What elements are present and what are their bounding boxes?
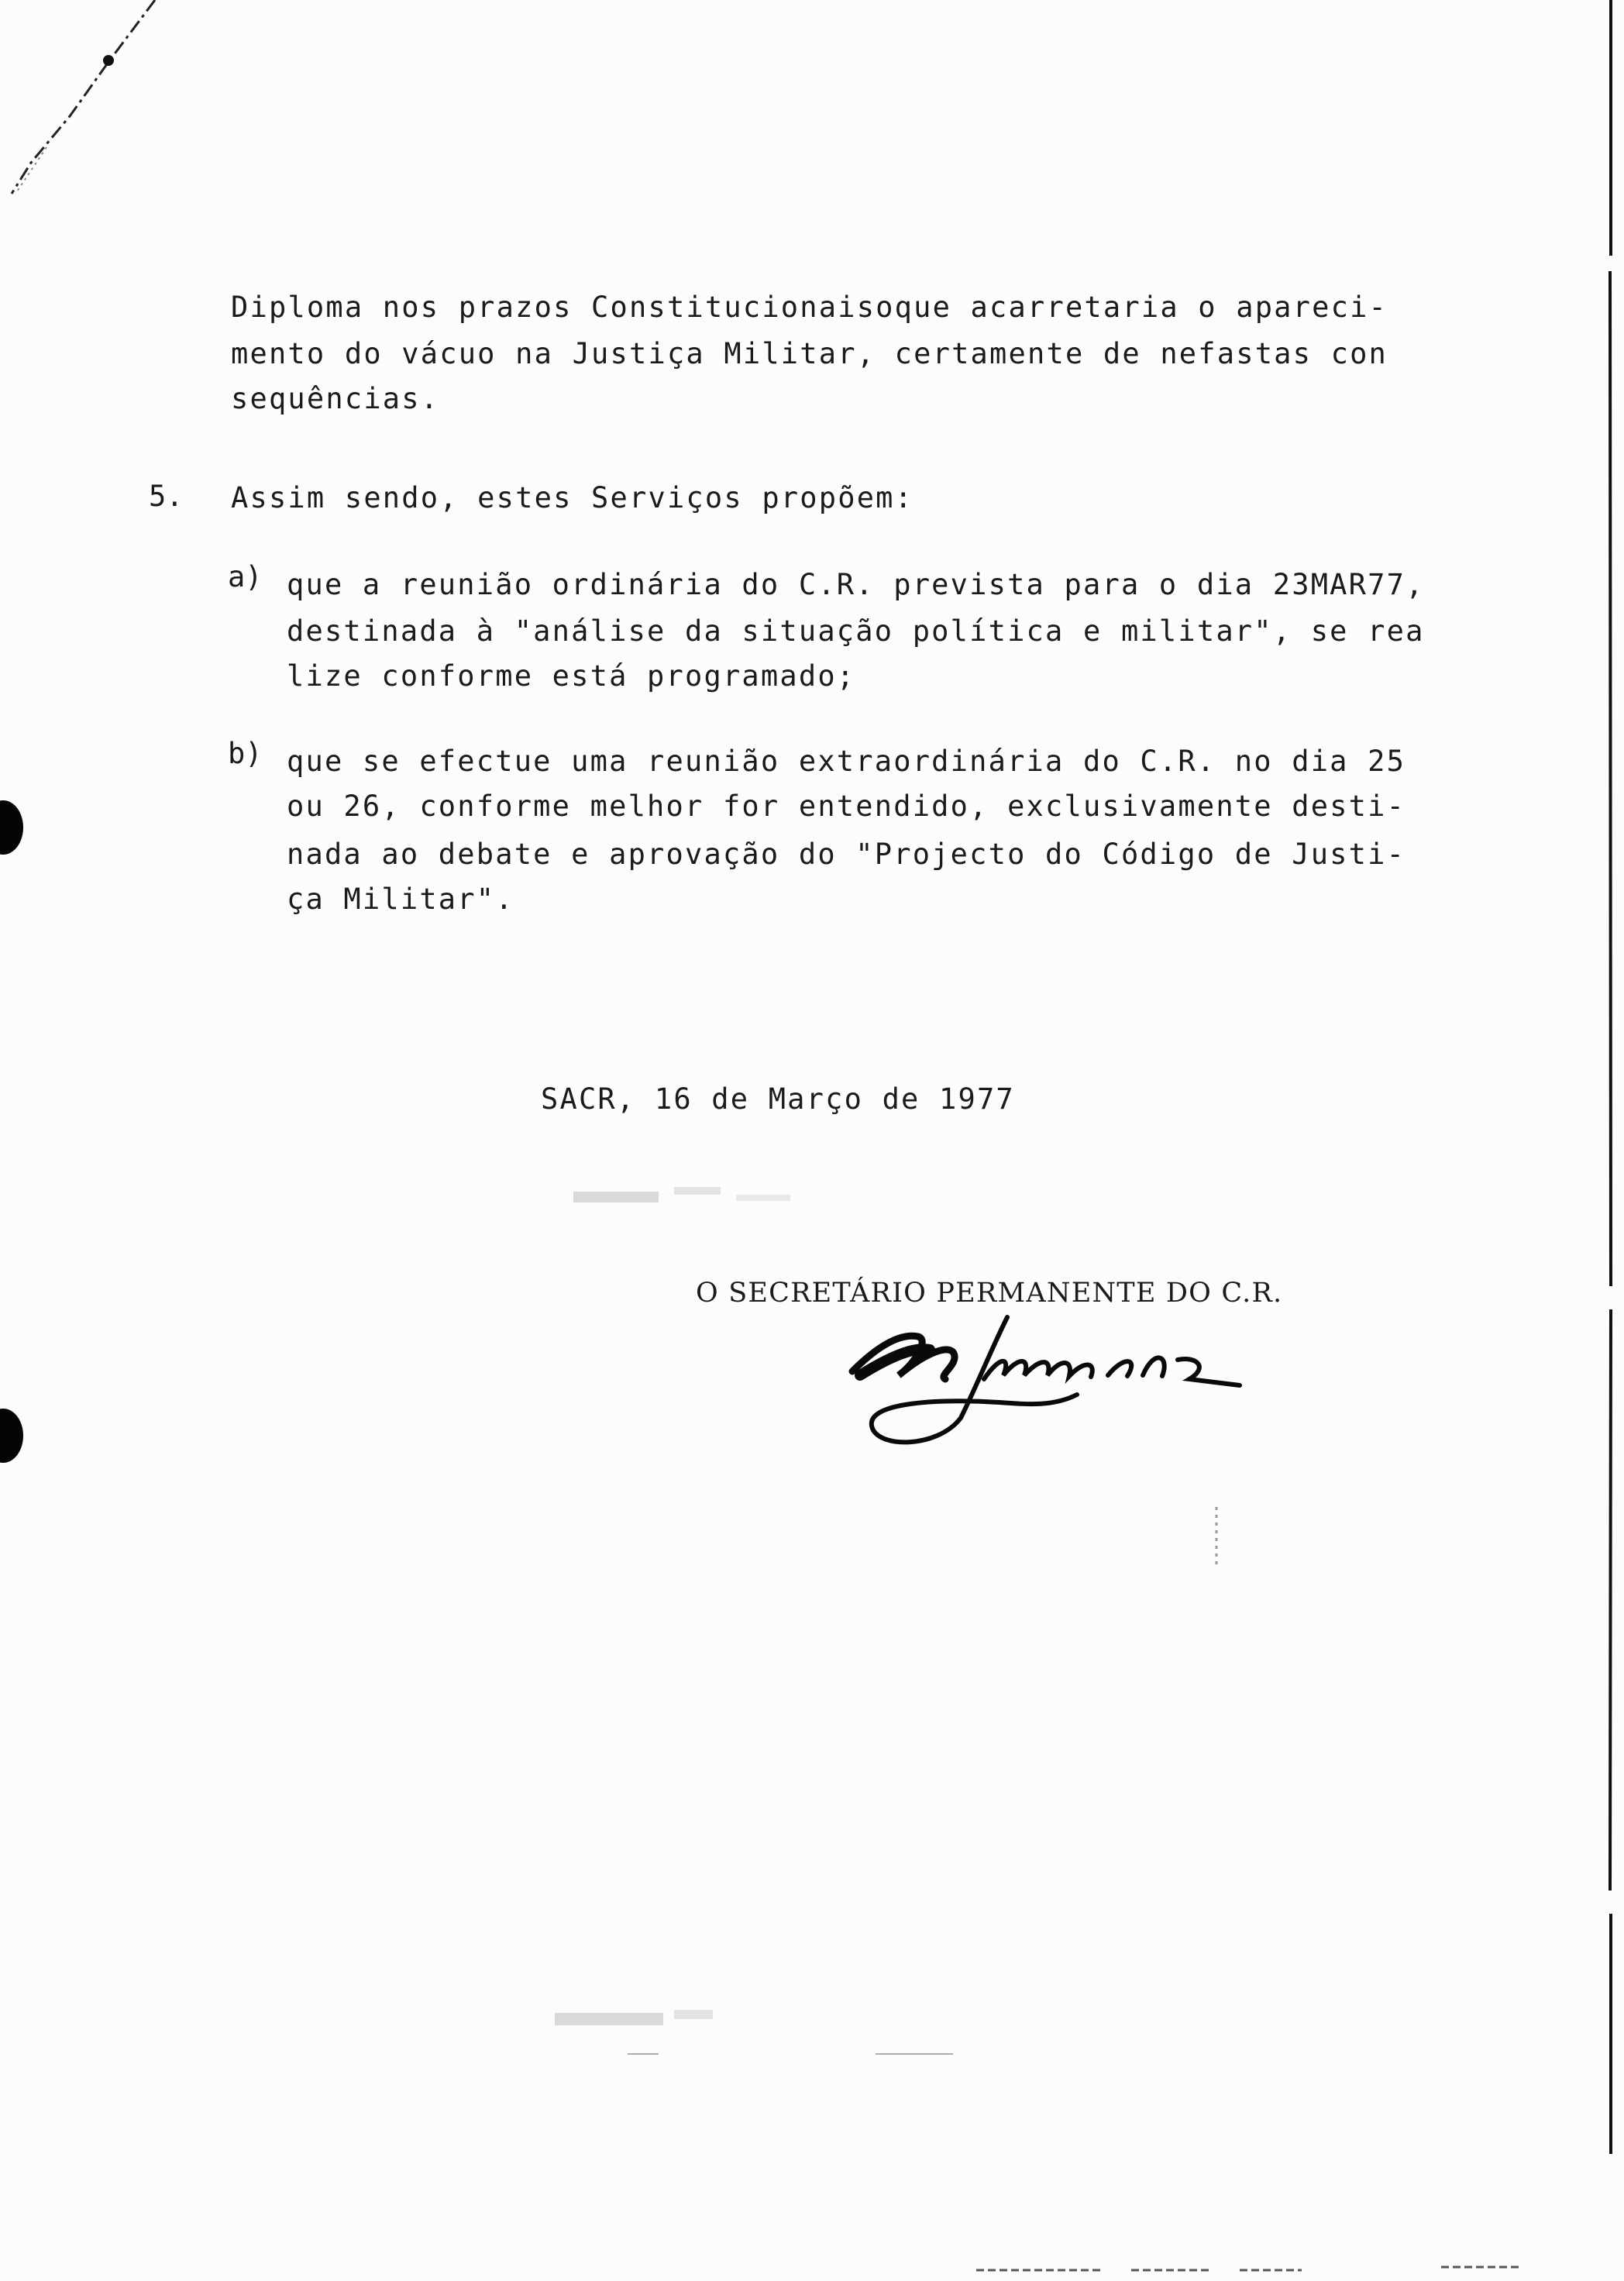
scan-smudge-bottom [550,1999,1030,2061]
paragraph-line-1: Diploma nos prazos Constitucionaisoque acarretaria o apareci- [231,291,1388,324]
scan-speckle [1207,1503,1226,1573]
paragraph-line-3: sequências. [231,382,440,415]
subitem-a-marker: a) [228,560,263,593]
subitem-b-line-2: ou 26, conforme melhor for entendido, exclusivamente desti- [287,790,1406,823]
subitem-a-line-1: que a reunião ordinária do C.R. prevista para o dia 23MAR77, [287,568,1425,601]
punch-hole-upper [0,800,23,855]
item-number: 5. [149,480,184,513]
place-date: SACR, 16 de Março de 1977 [541,1082,1015,1116]
subitem-b-line-1: que se efectue uma reunião extraordinária do C.R. no dia 25 [287,745,1406,778]
scan-smudge [566,1178,821,1216]
scan-bottom-edge [976,2262,1534,2278]
signatory-title: O SECRETÁRIO PERMANENTE DO C.R. [696,1278,1283,1309]
subitem-b-line-4: ça Militar". [287,882,514,916]
paragraph-line-2: mento do vácuo na Justiça Militar, certamente de nefastas con [231,337,1388,370]
signature [845,1302,1247,1457]
subitem-a-line-2: destinada à "análise da situação política e militar", se rea [287,614,1425,648]
subitem-b-line-3: nada ao debate e aprovação do "Projecto do Código de Justi- [287,838,1406,871]
corner-scratch-mark [0,0,170,209]
subitem-b-marker: b) [228,737,263,770]
punch-hole-lower [0,1409,23,1463]
right-edge-binding-line [1607,0,1615,2281]
subitem-a-line-3: lize conforme está programado; [287,659,856,693]
item-heading: Assim sendo, estes Serviços propõem: [231,481,914,514]
